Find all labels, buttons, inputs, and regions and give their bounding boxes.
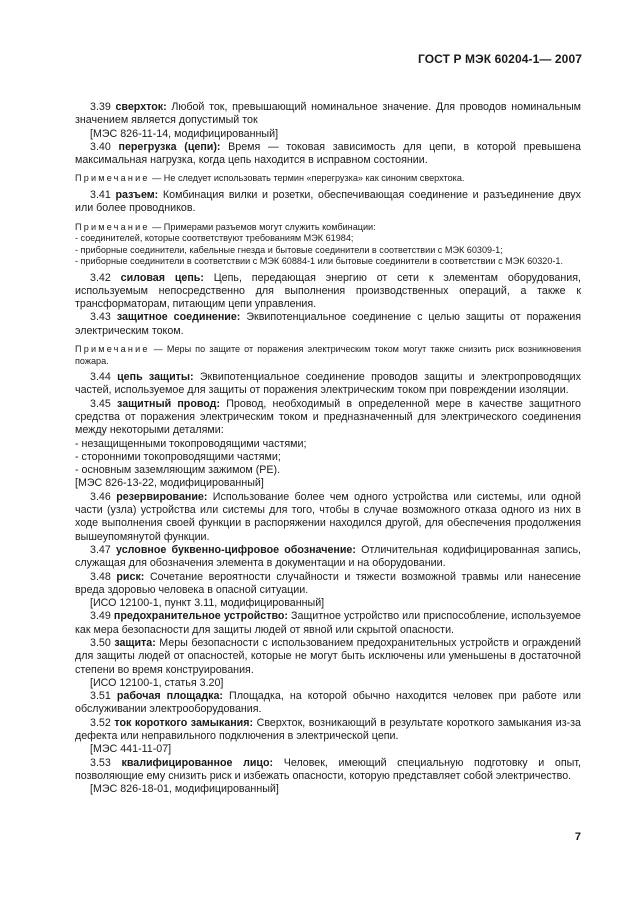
document-body [75, 101, 581, 797]
paragraph-3-44 [75, 371, 581, 398]
paragraph-3-47 [75, 544, 581, 571]
definition: Защитное устройство или приспособление, используемое как мера безопасности для защиты людей от явной или скрытой опасности. [75, 610, 581, 636]
clause-number: 3.45 [90, 397, 111, 410]
paragraph-3-48 [75, 571, 581, 598]
note-list-item: - приборные соединители в соответствии с МЭК 60884-1 или бытовые соединители в соответствии с МЭК 60320-1. [75, 256, 563, 267]
clause-number: 3.50 [90, 637, 111, 649]
clause-number: 3.48 [90, 570, 111, 583]
clause-number: 3.52 [90, 716, 111, 729]
clause-number: 3.46 [90, 490, 111, 503]
paragraph-3-42 [75, 272, 581, 312]
clause-number: 3.41 [90, 188, 111, 201]
definition: Эквипотенциальное соединение с целью защиты от поражения электрическим током. [75, 311, 581, 337]
term: предохранительное устройство: [113, 610, 288, 623]
clause-number: 3.49 [90, 610, 111, 623]
definition: Площадка, на которой обычно находится человек при работе или обслуживании электрооборудования. [75, 690, 581, 716]
document-header: ГОСТ Р МЭК 60204-1— 2007 [417, 52, 582, 66]
paragraph-3-52 [75, 717, 581, 744]
definition: Сверхток, возникающий в результате короткого замыкания из-за дефекта или неправильного подключения в электрической цепи. [75, 716, 581, 743]
term: цепь защиты: [117, 371, 194, 384]
paragraph-3-40 [75, 141, 581, 168]
term: защита: [114, 637, 156, 649]
paragraph-3-41 [75, 189, 581, 216]
note-3-43 [75, 344, 581, 367]
term: защитный провод: [117, 397, 221, 410]
term: резервирование: [116, 490, 208, 503]
definition: Сочетание вероятности случайности и тяжести возможной травмы или нанесение вреда здоровью человека в опасной ситуации. [75, 570, 581, 596]
term: рабочая площадка: [116, 690, 223, 703]
clause-number: 3.44 [90, 371, 111, 384]
reference: [ИСО 12100-1, пункт 3.11, модифицированный] [90, 597, 325, 610]
reference: [ИСО 12100-1, статья 3.20] [90, 676, 224, 689]
list-item: - сторонними токопроводящими частями; [75, 450, 281, 463]
definition: Человек, имеющий специальную подготовку и опыт, позволяющие ему снизить риск и избежать опасности, которую представляет собой электричество. [75, 756, 581, 782]
definition: Эквипотенциальное соединение проводов защиты и электропроводящих частей, используемое для защиты от поражения электрическим током при повреждении изоляции. [75, 371, 581, 397]
term: разъем: [115, 188, 159, 201]
note-label: Примечание [75, 344, 150, 355]
note-3-40 [75, 173, 581, 185]
term: перегрузка (цепи): [118, 140, 221, 153]
paragraph-3-39 [75, 101, 581, 128]
reference: [МЭС 826-13-22, модифицированный] [75, 477, 264, 490]
note-text: — Примерами разъемов могут служить комбинации: [149, 221, 376, 232]
definition: Цепь, передающая энергию от сети к элементам оборудования, используемым непосредственно для выполнения производственных операций, а также к трансформаторам, питающим цепи управления. [75, 271, 581, 311]
paragraph-3-46 [75, 491, 581, 544]
clause-number: 3.40 [90, 140, 111, 153]
list-item: - основным заземляющим зажимом (PE). [75, 464, 281, 477]
note-text: — Не следует использовать термин «перегрузка» как синоним сверхтока. [149, 173, 465, 184]
page-number: 7 [574, 831, 581, 843]
definition: Время — токовая зависимость для цепи, в которой превышена максимальная нагрузка, когда цепь находится в исправном состоянии. [75, 140, 581, 167]
definition: Меры безопасности с использованием предохранительных устройств и ограждений для защиты людей от опасностей, которые не могут быть исключены или уменьшены в достаточной степени во время конструирования. [75, 637, 581, 676]
paragraph-3-53 [75, 757, 581, 784]
clause-number: 3.51 [90, 690, 111, 703]
definition: Любой ток, превышающий номинальное значение. Для проводов номинальным значением является допустимый ток [75, 101, 581, 127]
term: сверхток: [115, 101, 167, 113]
term: защитное соединение: [116, 311, 241, 324]
note-3-41 [75, 222, 581, 268]
list-item: - незащищенными токопроводящими частями; [75, 437, 307, 450]
paragraph-3-49 [75, 610, 581, 637]
term: риск: [116, 570, 145, 583]
term: квалифицированное лицо: [121, 756, 274, 769]
reference: [МЭС 441-11-07] [90, 743, 172, 756]
note-list-item: - приборные соединители, кабельные гнезда и бытовые соединители в соответствии с МЭК 60309-1; [75, 244, 503, 255]
note-label: Примечание [75, 173, 150, 184]
clause-number: 3.43 [90, 311, 111, 324]
clause-number: 3.42 [90, 271, 111, 284]
note-text: — Меры по защите от поражения электрическим током могут также снизить риск возникновения пожара. [75, 344, 581, 366]
term: силовая цепь: [120, 271, 204, 284]
clause-number: 3.53 [90, 756, 111, 769]
paragraph-3-51 [75, 690, 581, 717]
reference: [МЭС 826-18-01, модифицированный] [90, 783, 279, 796]
definition: Провод, необходимый в определенной мере в качестве защитного средства от поражения электрическим током и предназначенный для электрического соединения между некоторыми деталями: [75, 397, 581, 437]
definition: Комбинация вилки и розетки, обеспечивающая соединение и разъединение двух или более проводников. [75, 188, 581, 215]
definition: Использование более чем одного устройства или системы, или одной части (узла) устройства или системы для того, чтобы в случае возможного отказа одного из них в ходе выполнения своей функции в распоряжении находился другой, для обеспечения продолжения вышеупомянутой функции. [75, 490, 581, 543]
note-list-item: - соединителей, которые соответствуют требованиям МЭК 61984; [75, 233, 354, 244]
term: условное буквенно-цифровое обозначение: [116, 543, 356, 556]
paragraph-3-50 [75, 637, 581, 677]
reference: [МЭС 826-11-14, модифицированный] [90, 127, 279, 140]
note-label: Примечание [75, 221, 150, 232]
paragraph-3-45 [75, 398, 581, 438]
clause-number: 3.47 [90, 543, 111, 556]
paragraph-3-43 [75, 311, 581, 338]
note-intro [75, 222, 581, 234]
definition: Отличительная кодифицированная запись, служащая для обозначения элемента в документации и на оборудовании. [75, 543, 581, 570]
clause-number: 3.39 [90, 101, 111, 113]
term: ток короткого замыкания: [114, 716, 254, 729]
